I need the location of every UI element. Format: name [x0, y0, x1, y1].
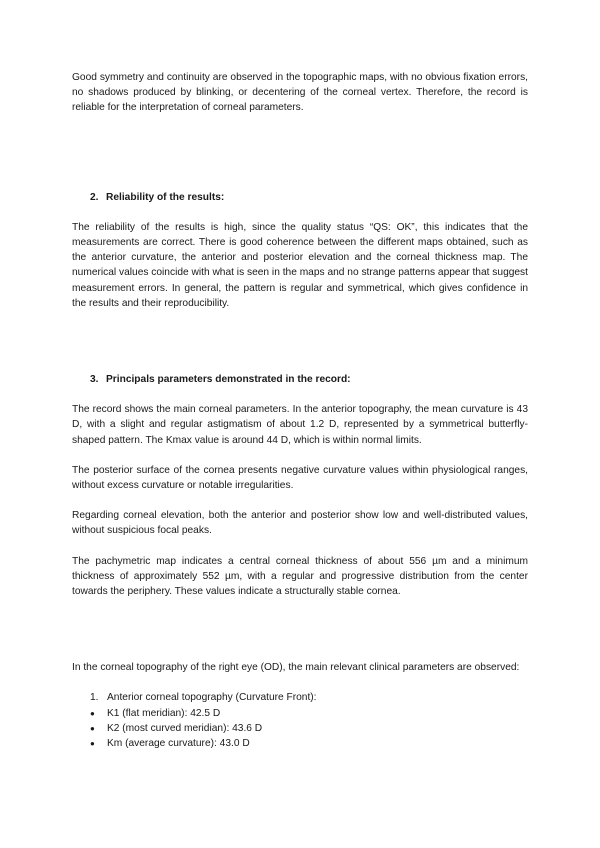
paragraph-main-parameters: The record shows the main corneal parameters. In the anterior topography, the mean curvature is 43 D, with a slight and regular astigmatism of about 1.2 D, represented by a symmetrical butterfly-shaped pattern. The Kmax value is around 44 D, which is within normal limits. [72, 404, 528, 446]
paragraph-pachymetry: The pachymetric map indicates a central corneal thickness of about 556 µm and a minimum thickness of approximately 552 µm, with a regular and progressive distribution from the center towards the periphery. These values indicate a structurally stable cornea. [72, 555, 528, 598]
section-heading-reliability [72, 190, 528, 205]
paragraph-posterior-surface: The posterior surface of the cornea presents negative curvature values within physiological ranges, without excess curvature or notable irregularities. [72, 464, 528, 492]
paragraph-map-quality: Good symmetry and continuity are observed in the topographic maps, with no obvious fixation errors, no shadows produced by blinking, or decentering of the corneal vertex. Therefore, the record is reliable for the interpretation of corneal parameters. [72, 72, 528, 114]
list-number: 1. [90, 692, 99, 704]
list-item [72, 736, 528, 751]
paragraph-right-eye-intro: In the corneal topography of the right eye (OD), the main relevant clinical parameters are observed: [72, 662, 520, 674]
bullet-text: K1 (flat meridian): 42.5 D [107, 707, 221, 719]
bullet-icon: ● [90, 723, 95, 733]
section-heading-parameters [72, 372, 528, 387]
section-number: 2. [90, 191, 99, 203]
document-body [72, 70, 528, 751]
section-title: Reliability of the results: [106, 191, 225, 203]
bullet-text: Km (average curvature): 43.0 D [107, 738, 250, 750]
bullet-text: K2 (most curved meridian): 43.6 D [107, 722, 263, 734]
section-number: 3. [90, 374, 99, 386]
paragraph-elevation: Regarding corneal elevation, both the anterior and posterior show low and well-distributed values, without suspicious focal peaks. [72, 510, 528, 537]
bullet-icon: ● [90, 739, 95, 749]
list-item [72, 690, 528, 705]
bullet-list [72, 706, 528, 752]
list-item [72, 721, 528, 736]
bullet-icon: ● [90, 708, 95, 718]
list-item [72, 706, 528, 721]
numbered-list [72, 690, 528, 705]
paragraph-reliability: The reliability of the results is high, since the quality status “QS: OK”, this indicates that the measurements are correct. There is good coherence between the different maps obtained, such as the anterior curvature, the anterior and posterior elevation and the corneal thickness map. The numerical values coincide with what is seen in the maps and no strange patterns appear that suggest measurement errors. In general, the pattern is regular and symmetrical, which gives confidence in the results and their reproducibility. [72, 221, 528, 309]
list-item-label: Anterior corneal topography (Curvature Front): [107, 692, 317, 704]
section-title: Principals parameters demonstrated in the record: [106, 374, 351, 386]
